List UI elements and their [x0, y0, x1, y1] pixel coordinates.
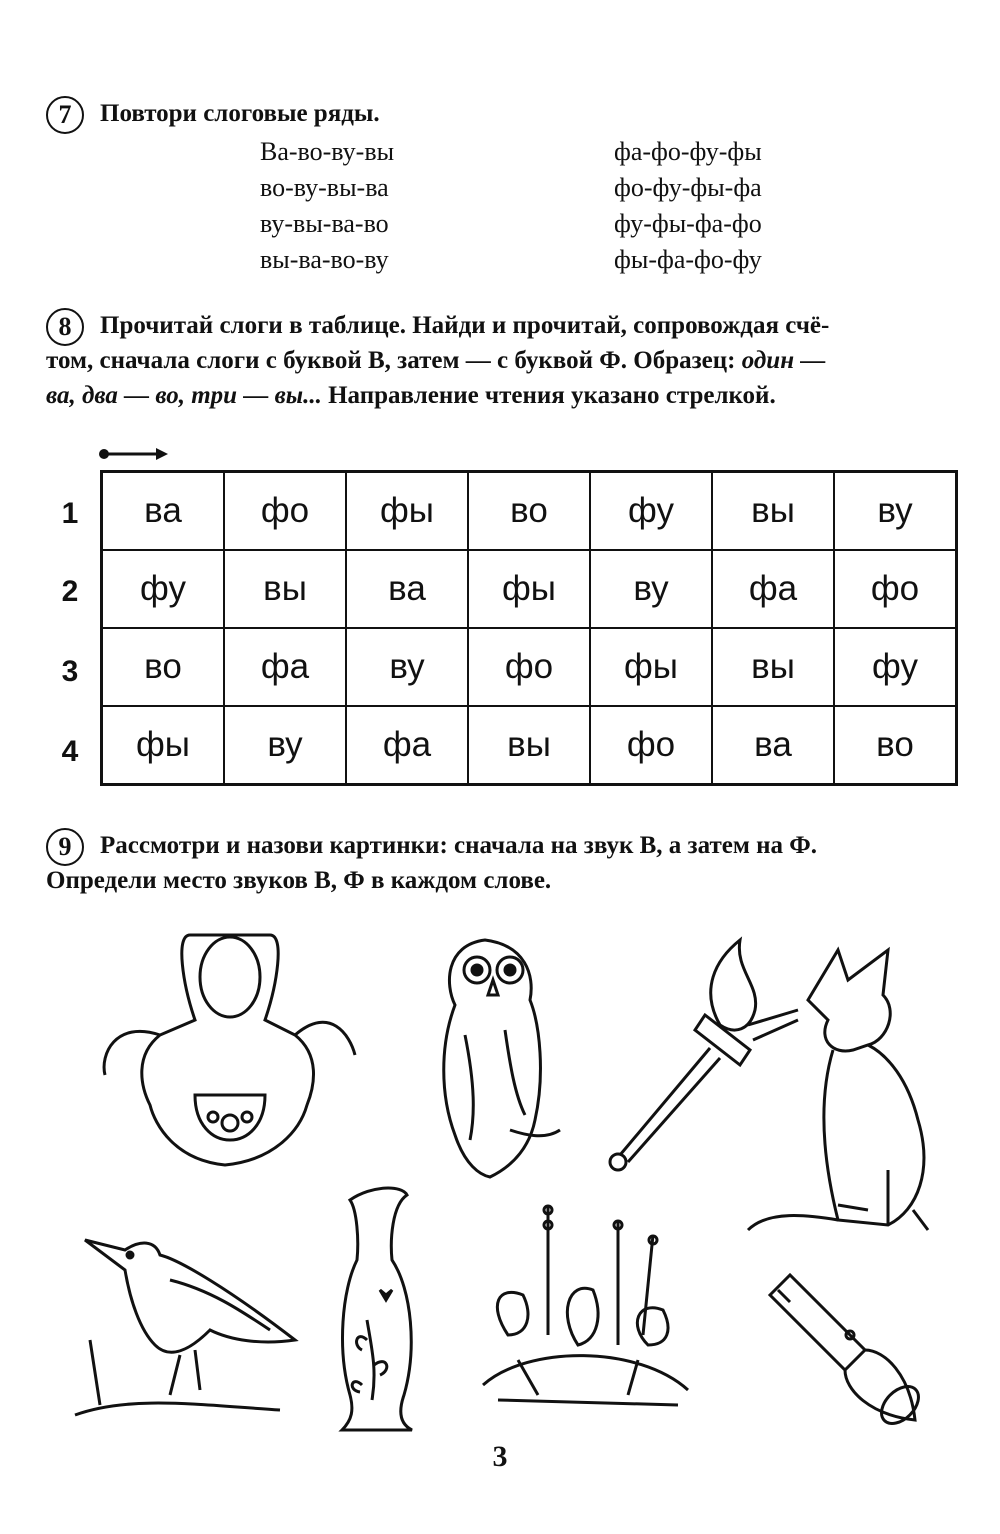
wolf-icon [738, 940, 953, 1245]
exercise-7-number: 7 [46, 96, 84, 134]
instruction-line: Рассмотри и назови картинки: сначала на звук В, а затем на Ф. [100, 832, 817, 859]
table-cell: фа [712, 550, 834, 628]
syllable-row: фы-фа-фо-фу [614, 245, 762, 274]
table-cell: ва [712, 706, 834, 785]
table-cell: ву [224, 706, 346, 785]
table-cell: фы [468, 550, 590, 628]
table-cell: фы [102, 706, 225, 785]
table-cell: фы [346, 472, 468, 551]
table-cell: фо [468, 628, 590, 706]
example-text: один — [741, 347, 826, 374]
flowers-icon [478, 1195, 693, 1420]
table-cell: во [102, 628, 225, 706]
apron-icon [95, 925, 365, 1180]
instruction-text: том, сначала слоги с буквой В, затем — с буквой Ф. Образец: [46, 347, 742, 374]
table-row [102, 628, 957, 706]
table-cell: ва [102, 472, 225, 551]
table-cell: фо [590, 706, 712, 785]
syllable-row: фа-фо-фу-фы [614, 137, 762, 166]
table-cell: фу [590, 472, 712, 551]
instruction-line: Определи место звуков В, Ф в каждом слове. [46, 867, 552, 894]
exercise-7 [46, 96, 966, 286]
owl-icon [415, 925, 575, 1180]
flashlight-icon [760, 1270, 930, 1445]
table-cell: фу [102, 550, 225, 628]
row-number: 4 [61, 735, 79, 768]
table-cell: фо [224, 472, 346, 551]
instruction-line [46, 378, 966, 413]
exercise-9 [46, 828, 966, 908]
exercise-9-instruction [46, 828, 966, 898]
syllable-row: во-ву-вы-ва [260, 173, 389, 202]
table-cell: вы [468, 706, 590, 785]
syllable-row: фо-фу-фы-фа [614, 173, 762, 202]
table-cell: во [468, 472, 590, 551]
table-cell: ву [590, 550, 712, 628]
table-cell: фа [346, 706, 468, 785]
table-cell: фа [224, 628, 346, 706]
exercise-9-number: 9 [46, 828, 84, 866]
exercise-8-instruction [46, 308, 966, 413]
instruction-line: Прочитай слоги в таблице. Найди и прочитай, сопровождая счё- [100, 312, 830, 339]
table-cell: вы [712, 472, 834, 551]
row-number: 1 [61, 497, 79, 530]
example-text: ва, два — во, три — вы... [46, 382, 322, 409]
table-cell: вы [712, 628, 834, 706]
syllable-rows-f [614, 134, 762, 278]
row-number: 3 [61, 655, 79, 688]
row-number: 2 [61, 575, 79, 608]
table-cell: ву [834, 472, 957, 551]
syllable-row: ву-вы-ва-во [260, 209, 389, 238]
table-row [102, 706, 957, 785]
reading-direction-arrow-icon [98, 444, 170, 464]
table-cell: вы [224, 550, 346, 628]
syllable-rows-v [260, 134, 394, 278]
table-cell: ва [346, 550, 468, 628]
instruction-line [46, 343, 966, 378]
table-cell: во [834, 706, 957, 785]
bird-icon [70, 1220, 305, 1425]
table-cell: фо [834, 550, 957, 628]
table-cell: фы [590, 628, 712, 706]
syllable-table [100, 470, 958, 786]
syllable-row: фу-фы-фа-фо [614, 209, 762, 238]
vase-icon [332, 1180, 422, 1435]
syllable-row: вы-ва-во-ву [260, 245, 389, 274]
exercise-8 [46, 308, 966, 418]
instruction-text: Направление чтения указано стрелкой. [321, 382, 776, 409]
exercise-7-instruction: Повтори слоговые ряды. [100, 100, 380, 127]
syllable-row: Ва-во-ву-вы [260, 137, 395, 166]
table-row [102, 550, 957, 628]
table-row [102, 472, 957, 551]
exercise-8-number: 8 [46, 308, 84, 346]
table-cell: ву [346, 628, 468, 706]
page-number: 3 [492, 1440, 508, 1473]
table-cell: фу [834, 628, 957, 706]
